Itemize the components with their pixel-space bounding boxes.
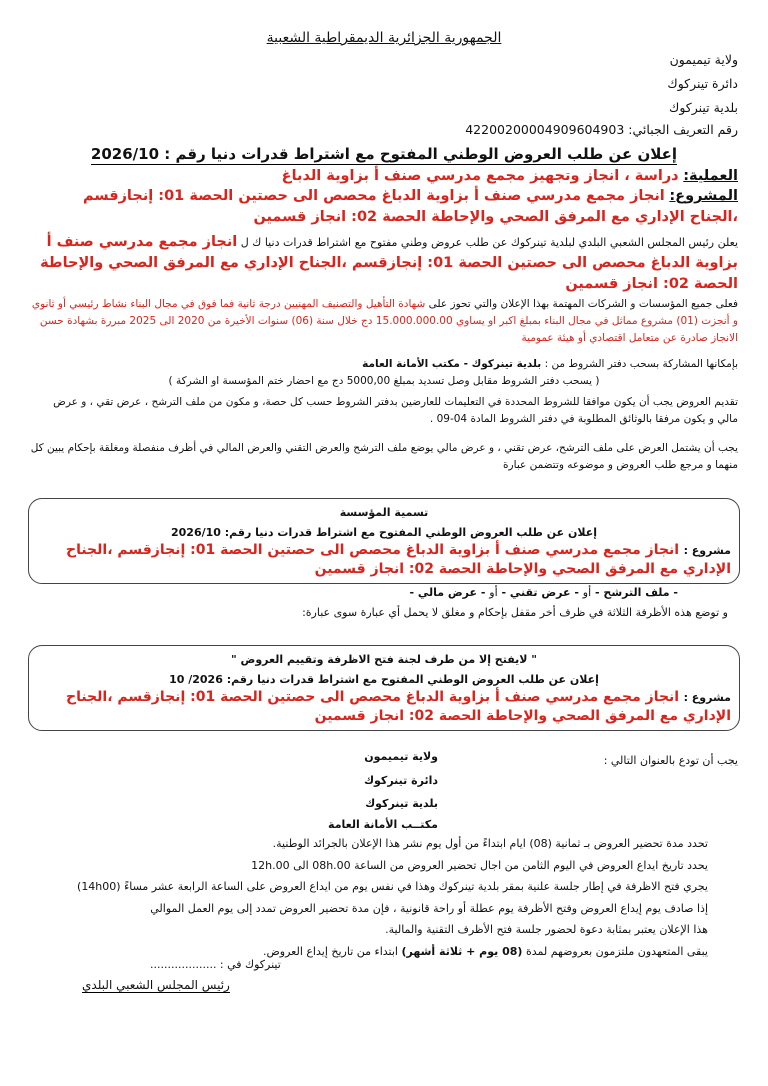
tax-id-label: رقم التعريف الجبائي: (628, 122, 738, 137)
box2-announcement-line: إعلان عن طلب العروض الوطني المفتوح مع اشتراط قدرات دنيا رقم: 2026/ 10 (169, 673, 599, 686)
signature-place: تينركوك في : ................... (150, 958, 281, 971)
company-name-label: تسمية المؤسسة (339, 506, 429, 519)
cahier-fee-note: ( يسحب دفتر الشروط مقابل وصل تسديد بمبلغ 5000,00 دج مع احضار ختم المؤسسة او الشركة ) (168, 375, 600, 387)
project-value: انجاز مجمع مدرسي صنف أ بزاوية الدباغ محصص الى حصتين الحصة 01: إنجازقسم ،الجناح الإداري مع المرفق الصحي والإحاطة الحصة 02: انجاز قسمين (82, 188, 738, 225)
address-baladia: بلدية تينركوك (365, 797, 438, 810)
candidacy-file-label: - ملف الترشح - (595, 586, 678, 599)
inner-envelope-box (28, 645, 740, 731)
cahier-paragraph: بإمكانها المشاركة بسحب دفتر الشروط من : بلدية تينركوك - مكتب الأمانة العامة ( يسحب دفتر الشروط مقابل وصل تسديد بمبلغ 5000,00 دج مع احضار ختم المؤسسة او الشركة ) (0, 356, 768, 390)
holiday-rule: إذا صادف يوم إيداع العروض وفتح الأظرفة يوم عطلة أو راحة قانونية ، فإن مدة تحضير العروض تمدد إلى يوم العمل الموالي (150, 901, 708, 915)
project-label: المشروع: (669, 188, 738, 204)
financial-offer-label: - عرض مالي - (409, 586, 486, 599)
validity-period: يبقى المتعهدون ملتزمون بعروضهم لمدة (08 يوم + ثلاثة أشهر) ابتداء من تاريخ إيداع العروض. (262, 944, 708, 958)
box2-project: مشروع : انجاز مجمع مدرسي صنف أ بزاوية الدباغ محصص الى حصتين الحصة 01: إنجازقسم ،الجناح الإداري مع المرفق الصحي والإحاطة الحصة 02: انجاز قسمين (65, 689, 731, 724)
announcement-title: إعلان عن طلب العروض الوطني المفتوح مع اشتراط قدرات دنيا رقم : 2026/10 (90, 145, 678, 163)
withdrawal-office: بلدية تينركوك - مكتب الأمانة العامة (362, 358, 542, 370)
box1-project: مشروع : انجاز مجمع مدرسي صنف أ بزاوية الدباغ محصص الى حصتين الحصة 01: إنجازقسم ،الجناح الإداري مع المرفق الصحي والإحاطة الحصة 02: انجاز قسمين (65, 542, 731, 577)
invitation-note: هذا الإعلان يعتبر بمثابة دعوة لحضور جلسة فتح الأظرف التقنية والمالية. (385, 923, 708, 936)
file-labels: - ملف الترشح - أو - عرض تقني - أو - عرض مالي - (409, 586, 678, 599)
daira-line: دائرة تينركوك (667, 76, 738, 91)
outer-envelope-box (28, 498, 740, 584)
address-wilaya: ولاية تيميمون (364, 750, 438, 763)
operation-label: العملية: (683, 168, 738, 184)
baladia-line: بلدية تينركوك (669, 100, 738, 115)
deposit-date: يحدد تاريخ ايداع العروض في اليوم الثامن من اجال تحضير العروض من الساعة 08h.00 الى 12h.00 (251, 858, 708, 872)
box1-announcement-line: إعلان عن طلب العروض الوطني المفتوح مع اشتراط قدرات دنيا رقم: 2026/10 (170, 526, 597, 539)
address-lead: يجب أن تودع بالعنوان التالي : (603, 754, 738, 767)
operation-value: دراسة ، انجاز وتجهيز مجمع مدرسي صنف أ بزاوية الدباغ (281, 168, 679, 184)
preparation-period: تحدد مدة تحضير العروض بـ ثمانية (08) ايام ابتداءً من أول يوم نشر هذا الإعلان بالجرائد الوطنية. (272, 837, 708, 850)
operation-line (0, 166, 768, 187)
opening-session: يجري فتح الاظرفة في إطار جلسة علنية بمقر بلدية تينركوك وهذا في نفس يوم من ايداع العروض على الساعة الرابعة عشر مساءً (14h00) (77, 880, 708, 893)
tax-id-line (465, 122, 738, 137)
signature-title: رئيس المجلس الشعبي البلدي (82, 978, 230, 992)
address-daira: دائرة تينركوك (363, 774, 438, 787)
republic-heading: الجمهورية الجزائرية الديمقراطية الشعبية (266, 30, 502, 46)
tax-id-value: 422002000049096049​03 (465, 122, 625, 137)
do-not-open-label: " لايفتح إلا من طرف لجنة فتح الاظرفة وتقييم العروض " (230, 653, 538, 666)
envelopes-paragraph: يجب أن يشتمل العرض على ملف الترشح، عرض تقني ، و عرض مالي يوضع ملف الترشح والعرض التقني والعرض المالي في أظرف منفصلة ومغلقة بإحكام يبين كل منهما و مرجع طلب العروض و موضوعه وتتضمن عبارة (30, 442, 738, 471)
project-line (0, 186, 768, 228)
address-office: مكتــب الأمانة العامة (328, 818, 438, 831)
announcement-number: 2026/10 (90, 145, 160, 163)
wilaya-line: ولاية تيميمون (669, 52, 738, 67)
intro-paragraph: يعلن رئيس المجلس الشعبي البلدي لبلدية تينركوك عن طلب عروض وطني مفتوح مع اشتراط قدرات دنيا ك ل انجاز مجمع مدرسي صنف أ بزاوية الدباغ محصص الى حصتين الحصة 01: إنجازقسم ،الجناح الإداري مع المرفق الصحي والإحاطة الحصة 02: انجاز قسمين (40, 234, 738, 292)
technical-offer-label: - عرض تقني - (501, 586, 579, 599)
closing-paragraphs (0, 833, 768, 962)
eligibility-paragraph: فعلى جميع المؤسسات و الشركات المهتمة بهذا الإعلان والتي تحوز على شهادة التأهيل والتصنيف المهنيين درجة ثانية فما فوق في مجال البناء نشاط رئيسي أو ثانوي و أنجزت (01) مشروع مماثل في مجال البناء بمبلغ اكبر او يساوي 15.000.000.00 دج خلال سنة (06) سنوات الأخيرة من 2020 الى 2025 مبررة بشهادة حسن الانجاز صادرة عن متعامل اقتصادي أو هيئة عمومية (31, 298, 738, 344)
submission-paragraph: تقديم العروض يجب أن يكون موافقا للشروط المحددة في التعليمات للعارضين بدفتر الشروط حسب كل حصة، و مكون من ملف الترشح ، عرض تقي ، و عرض مالي و يكون مرفقا بالوثائق المطلوبة في دفتر الشروط المادة 04-09 . (53, 396, 738, 425)
envelope-instruction: و توضع هذه الأظرفة الثلاثة في ظرف أخر مقفل بإحكام و مغلق لا يحمل أي عبارة سوى عبارة: (302, 606, 728, 619)
